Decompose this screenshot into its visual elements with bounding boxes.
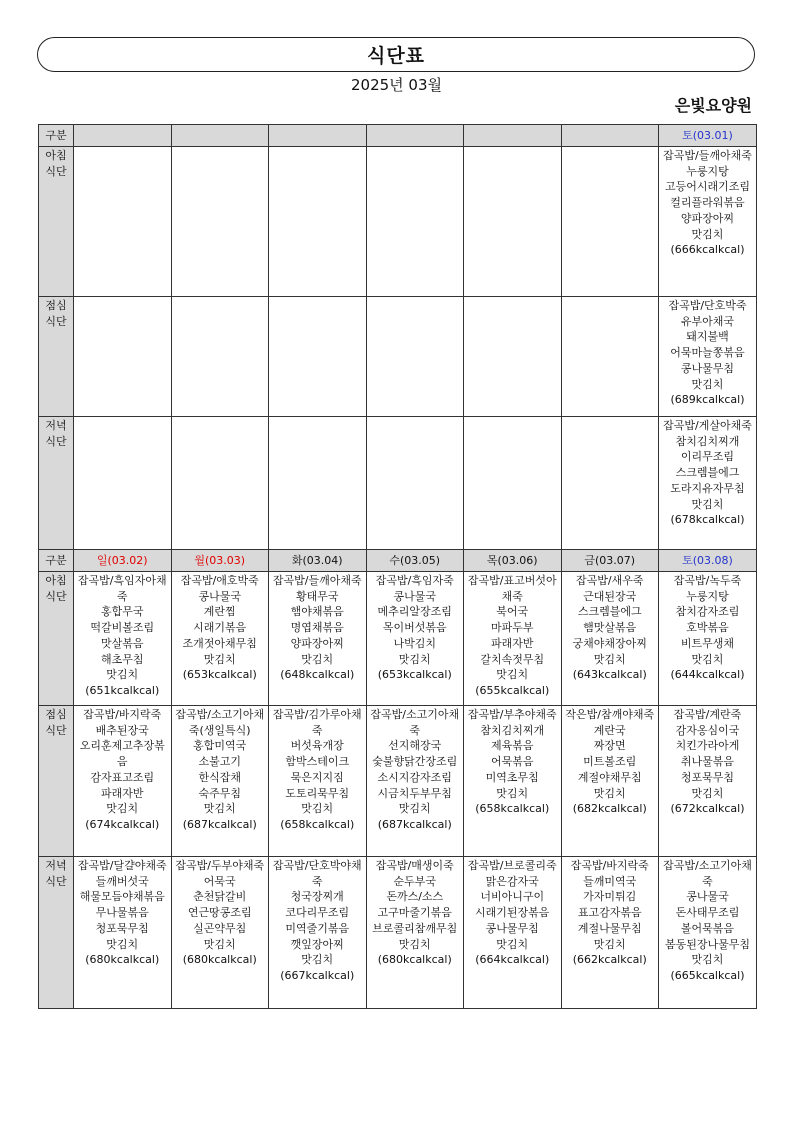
empty-cell (464, 147, 562, 297)
menu-item: 연근땅콩조림 (187, 906, 252, 920)
menu-item: 유부아채국 (680, 314, 735, 328)
menu-item: 맛김치 (593, 786, 626, 800)
week1-dinner-row (39, 417, 757, 550)
menu-item: 맛살볶음 (100, 636, 144, 650)
menu-item: 미역초무침 (485, 770, 539, 784)
menu-item: 콩나물무침 (485, 921, 539, 935)
empty-cell (171, 297, 269, 417)
menu-item: 계절나물무침 (577, 921, 642, 935)
meal-label-breakfast (39, 147, 74, 297)
menu-cell (659, 417, 757, 550)
empty-cell (464, 297, 562, 417)
week2-breakfast-row (39, 572, 757, 706)
menu-item: 실곤약무침 (193, 921, 247, 935)
menu-cell (659, 297, 757, 417)
menu-item: 맛김치 (496, 786, 529, 800)
menu-item: 북어국 (496, 605, 529, 619)
week1-header-row (39, 125, 757, 147)
menu-item: 깻잎장아찌 (290, 937, 344, 951)
menu-item: 맛김치 (398, 937, 431, 951)
menu-item: 맛김치 (691, 652, 724, 666)
menu-item: 오리훈제고추장볶음 (79, 739, 165, 769)
meal-label-text: 식단 (45, 589, 67, 603)
empty-cell (464, 417, 562, 550)
menu-item: 맛김치 (106, 802, 139, 816)
empty-cell (171, 147, 269, 297)
empty-cell (366, 147, 464, 297)
menu-cell (659, 857, 757, 1009)
menu-item: 맛김치 (301, 802, 334, 816)
menu-item: (666kcalkcal) (670, 243, 745, 257)
menu-item: 어묵국 (203, 874, 236, 888)
menu-item: 감자옹심이국 (675, 723, 740, 737)
menu-item: 맛김치 (593, 652, 626, 666)
menu-item: 들깨버섯국 (95, 874, 149, 888)
day-header (366, 125, 464, 147)
menu-item: (648kcalkcal) (280, 668, 355, 682)
week1-breakfast-row (39, 147, 757, 297)
menu-item: 잡곡밥/김가루아채죽 (272, 708, 362, 737)
menu-item: 잡곡밥/바지락죽 (83, 708, 162, 721)
menu-item: 짜장면 (593, 739, 626, 753)
menu-item: 나박김치 (393, 636, 436, 650)
meal-label-lunch (39, 706, 74, 857)
meal-label-dinner (39, 857, 74, 1009)
day-header (561, 125, 659, 147)
meal-label-text: 식단 (45, 434, 67, 448)
day-header: 일(03.02) (74, 550, 172, 572)
menu-cell (659, 706, 757, 857)
menu-item: 잡곡밥/계란죽 (673, 708, 742, 721)
menu-item: (674kcalkcal) (85, 817, 160, 831)
menu-item: (672kcalkcal) (670, 802, 745, 816)
meal-label-text: 저녁 (45, 419, 67, 432)
menu-item: 들깨미역국 (583, 874, 637, 888)
empty-cell (74, 147, 172, 297)
meal-label-text: 식단 (45, 874, 67, 888)
menu-item: 맛김치 (106, 937, 139, 951)
menu-item: 맑은감자국 (485, 874, 539, 888)
menu-item: 잡곡밥/바지락죽 (570, 859, 649, 872)
menu-item: 양파장아찌 (680, 211, 735, 225)
menu-item: 컬리플라워볶음 (670, 196, 745, 210)
menu-item: 잡곡밥/단호박야채죽 (272, 859, 362, 888)
menu-item: 홍합미역국 (193, 739, 247, 753)
week2-header-row (39, 550, 757, 572)
menu-item: 취나물볶음 (680, 755, 735, 769)
menu-item: 누룽지탕 (686, 164, 729, 178)
empty-cell (366, 297, 464, 417)
menu-cell (659, 572, 757, 706)
menu-item: 맛김치 (398, 802, 431, 816)
menu-item: 맛김치 (691, 497, 724, 511)
menu-cell (74, 857, 172, 1009)
month-label: 2025년 03월 (350, 76, 442, 94)
menu-item: 햄맛살볶음 (583, 621, 637, 635)
menu-item: 잡곡밥/애호박죽 (180, 574, 259, 587)
menu-item: 떡갈비볼조림 (90, 621, 155, 635)
menu-item: 브로콜리참깨무침 (372, 921, 458, 935)
menu-item: 잡곡밥/달걀야채죽 (77, 859, 167, 872)
menu-item: 맛김치 (691, 953, 724, 967)
day-header (74, 125, 172, 147)
day-header: 월(03.03) (171, 550, 269, 572)
day-header: 목(03.06) (464, 550, 562, 572)
menu-item: 맛김치 (691, 227, 724, 241)
menu-item: 고구마줄기볶음 (377, 906, 452, 920)
menu-item: 콩나물국 (393, 589, 436, 603)
menu-item: (665kcalkcal) (670, 968, 745, 982)
menu-cell (561, 857, 659, 1009)
menu-item: 맛김치 (496, 937, 529, 951)
menu-item: 숙주무침 (198, 786, 241, 800)
menu-cell (464, 572, 562, 706)
meal-label-text: 아침 (45, 574, 67, 587)
menu-item: 계란국 (593, 723, 626, 737)
meal-label-text: 점심 (45, 708, 67, 721)
column-label: 구분 (39, 550, 74, 572)
empty-cell (269, 417, 367, 550)
menu-item: (643kcalkcal) (572, 668, 647, 682)
empty-cell (561, 147, 659, 297)
meal-label-text: 점심 (45, 299, 67, 312)
menu-item: 잡곡밥/들깨아채죽 (272, 574, 362, 587)
menu-item: 해물모듬야채볶음 (79, 890, 165, 904)
menu-item: 근대된장국 (583, 589, 637, 603)
menu-item: (658kcalkcal) (475, 802, 550, 816)
menu-cell (366, 857, 464, 1009)
menu-cell (74, 572, 172, 706)
menu-item: 돼지불백 (686, 330, 729, 344)
day-header (269, 125, 367, 147)
menu-item: 작은밥/참깨야채죽 (565, 708, 655, 721)
menu-cell (561, 706, 659, 857)
menu-item: 호박볶음 (686, 621, 729, 635)
menu-item: 춘천닭갈비 (193, 890, 247, 904)
menu-item: 잡곡밥/매생이죽 (375, 859, 454, 872)
menu-item: 시금치두부무침 (377, 786, 452, 800)
menu-item: 명엽채볶음 (290, 621, 344, 635)
menu-item: 맛김치 (106, 668, 139, 682)
menu-item: (689kcalkcal) (670, 393, 745, 407)
meal-label-text: 저녁 (45, 859, 67, 872)
menu-item: 순두부국 (393, 874, 436, 888)
empty-cell (74, 417, 172, 550)
menu-item: 가자미튀김 (583, 890, 637, 904)
menu-item: 돈까스/소스 (386, 890, 444, 904)
page-title: 식단표 (37, 37, 755, 72)
menu-item: (655kcalkcal) (475, 683, 550, 697)
menu-item: 미역줄기볶음 (285, 921, 350, 935)
menu-item: 참치감자조림 (675, 605, 740, 619)
menu-item: 맛김치 (496, 668, 529, 682)
menu-item: 도토리묵무침 (285, 786, 350, 800)
menu-item: 햄야채볶음 (290, 605, 344, 619)
menu-item: 맛김치 (203, 937, 236, 951)
menu-item: (653kcalkcal) (182, 668, 257, 682)
menu-item: 잡곡밥/부추야채죽 (467, 708, 557, 721)
week2-dinner-row (39, 857, 757, 1009)
menu-item: 소불고기 (198, 755, 241, 769)
column-label: 구분 (39, 125, 74, 147)
menu-table (38, 124, 757, 1009)
meal-label-text: 식단 (45, 314, 67, 328)
menu-item: 잡곡밥/표고버섯아채죽 (467, 574, 557, 603)
menu-item: 시래기된장볶음 (475, 906, 550, 920)
menu-item: 코다리무조림 (285, 906, 350, 920)
menu-item: 이리무조림 (680, 450, 735, 464)
menu-item: 잡곡밥/브로콜리죽 (467, 859, 557, 872)
menu-item: 메추리알장조림 (377, 605, 452, 619)
menu-item: (658kcalkcal) (280, 817, 355, 831)
meal-label-lunch (39, 297, 74, 417)
menu-item: 잡곡밥/새우죽 (576, 574, 644, 587)
menu-item: 함박스테이크 (285, 755, 350, 769)
menu-item: 봄동된장나물무침 (664, 937, 750, 951)
menu-item: 갈치속젓무침 (480, 652, 545, 666)
menu-item: (662kcalkcal) (572, 953, 647, 967)
menu-item: (664kcalkcal) (475, 953, 550, 967)
day-header: 토(03.08) (659, 550, 757, 572)
menu-item: 홍합무국 (100, 605, 144, 619)
menu-item: 마파두부 (490, 621, 534, 635)
meal-label-text: 식단 (45, 164, 67, 178)
menu-item: 스크렘블에그 (675, 466, 740, 480)
meal-label-dinner (39, 417, 74, 550)
menu-item: 참치김치찌개 (480, 723, 545, 737)
menu-item: 도라지유자무침 (670, 481, 745, 495)
empty-cell (269, 297, 367, 417)
menu-cell (366, 572, 464, 706)
empty-cell (171, 417, 269, 550)
menu-item: 무나물볶음 (95, 906, 149, 920)
menu-item: (687kcalkcal) (377, 817, 452, 831)
menu-item: 묵은지지짐 (290, 770, 344, 784)
menu-item: 너비아니구이 (480, 890, 545, 904)
menu-item: 제육볶음 (490, 739, 534, 753)
menu-cell (464, 857, 562, 1009)
menu-cell (269, 706, 367, 857)
menu-item: (667kcalkcal) (280, 968, 355, 982)
menu-item: 참치김치찌개 (675, 434, 740, 448)
empty-cell (269, 147, 367, 297)
empty-cell (561, 417, 659, 550)
menu-item: 선지해장국 (388, 739, 442, 753)
menu-item: 궁채야채장아찌 (572, 636, 647, 650)
menu-item: 목이버섯볶음 (382, 621, 447, 635)
menu-item: 볼어묵볶음 (680, 921, 735, 935)
menu-item: 맛김치 (203, 802, 236, 816)
menu-item: 청포묵무침 (680, 770, 735, 784)
organization-name: 은빛요양원 (674, 96, 752, 115)
menu-item: 잡곡밥/소고기아채죽 (370, 708, 460, 737)
menu-item: (680kcalkcal) (182, 953, 257, 967)
menu-item: 잡곡밥/들깨아채죽 (663, 149, 752, 162)
menu-item: 치킨가라아게 (675, 739, 740, 753)
menu-item: 콩나물무침 (680, 361, 735, 375)
menu-item: (682kcalkcal) (572, 802, 647, 816)
menu-item: (687kcalkcal) (182, 817, 257, 831)
menu-item: 계란찜 (203, 605, 236, 619)
menu-item: 시래기볶음 (193, 621, 247, 635)
menu-item: 잡곡밥/게살아채죽 (663, 419, 752, 432)
week1-lunch-row (39, 297, 757, 417)
menu-item: 한식잡채 (198, 770, 241, 784)
menu-item: 잡곡밥/녹두죽 (673, 574, 742, 587)
menu-cell (269, 857, 367, 1009)
menu-item: (680kcalkcal) (85, 953, 160, 967)
menu-item: 계절야채무침 (577, 770, 642, 784)
menu-item: (678kcalkcal) (670, 513, 745, 527)
menu-item: (644kcalkcal) (670, 668, 745, 682)
menu-item: 잡곡밥/흑임자아채죽 (77, 574, 167, 603)
day-header: 토(03.01) (659, 125, 757, 147)
menu-item: 비트무생채 (680, 636, 735, 650)
menu-item: (651kcalkcal) (85, 683, 160, 697)
meal-label-breakfast (39, 572, 74, 706)
menu-item: (680kcalkcal) (377, 953, 452, 967)
menu-cell (171, 857, 269, 1009)
day-header (171, 125, 269, 147)
menu-item: 돈사태무조림 (675, 906, 740, 920)
menu-item: 맛김치 (593, 937, 626, 951)
menu-item: 소시지감자조림 (377, 770, 452, 784)
menu-cell (269, 572, 367, 706)
menu-item: 숯불향닭간장조림 (372, 755, 458, 769)
menu-item: 표고감자볶음 (577, 906, 642, 920)
menu-cell (659, 147, 757, 297)
menu-cell (464, 706, 562, 857)
week2-lunch-row (39, 706, 757, 857)
menu-item: 맛김치 (691, 786, 724, 800)
menu-item: 잡곡밥/흑임자죽 (375, 574, 454, 587)
menu-item: 콩나물국 (686, 890, 729, 904)
day-header: 수(03.05) (366, 550, 464, 572)
menu-cell (171, 572, 269, 706)
menu-item: 청국장찌개 (290, 890, 344, 904)
menu-item: 잡곡밥/소고기아채죽 (663, 859, 752, 888)
empty-cell (561, 297, 659, 417)
menu-cell (171, 706, 269, 857)
menu-cell (366, 706, 464, 857)
menu-item: 양파장아찌 (290, 636, 344, 650)
menu-item: 파래자반 (490, 636, 534, 650)
menu-cell (74, 706, 172, 857)
menu-item: 청포묵무침 (95, 921, 149, 935)
menu-item: 황태무국 (295, 589, 339, 603)
meal-label-text: 식단 (45, 723, 67, 737)
menu-item: 잡곡밥/두부야채죽 (175, 859, 265, 872)
menu-item: 배추된장국 (95, 723, 149, 737)
empty-cell (366, 417, 464, 550)
menu-item: 해초무침 (100, 652, 144, 666)
day-header (464, 125, 562, 147)
menu-item: 조개젓아채무침 (182, 636, 257, 650)
menu-item: 미트볼조림 (583, 755, 637, 769)
menu-item: 맛김치 (398, 652, 431, 666)
menu-item: 맛김치 (301, 652, 334, 666)
menu-item: 어묵마늘쫑볶음 (670, 346, 745, 360)
menu-item: 어묵볶음 (490, 755, 534, 769)
menu-item: 잡곡밥/소고기아채죽(생일특식) (175, 708, 265, 737)
menu-item: 잡곡밥/단호박죽 (668, 299, 747, 312)
day-header: 금(03.07) (561, 550, 659, 572)
menu-item: 버섯육개장 (290, 739, 344, 753)
menu-item: 맛김치 (691, 377, 724, 391)
meal-label-text: 아침 (45, 149, 67, 162)
menu-cell (561, 572, 659, 706)
menu-item: 파래자반 (100, 786, 144, 800)
menu-item: 누룽지탕 (686, 589, 729, 603)
menu-item: 맛김치 (301, 953, 334, 967)
menu-item: 맛김치 (203, 652, 236, 666)
empty-cell (74, 297, 172, 417)
day-header: 화(03.04) (269, 550, 367, 572)
menu-item: 고등어시래기조림 (664, 180, 750, 194)
menu-item: (653kcalkcal) (377, 668, 452, 682)
menu-item: 스크렘블에그 (577, 605, 642, 619)
menu-item: 콩나물국 (198, 589, 241, 603)
menu-item: 감자표고조림 (90, 770, 155, 784)
